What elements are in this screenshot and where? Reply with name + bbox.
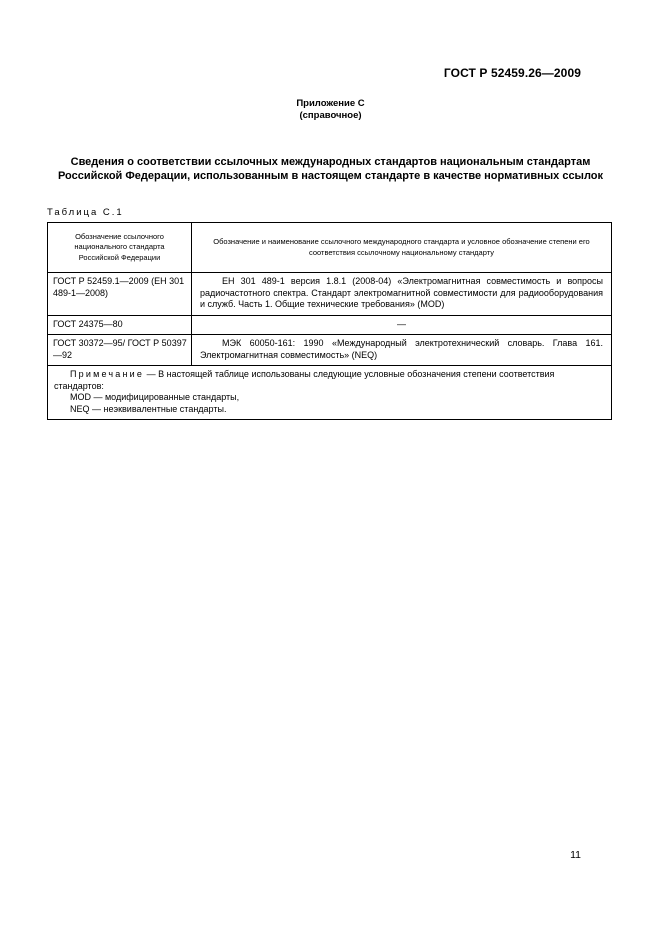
international-standard-text: МЭК 60050-161: 1990 «Международный электротехнический словарь. Глава 161. Электромагнитная совместимость» (NEQ)	[200, 338, 603, 360]
note-item-neq: NEQ — неэквивалентные стандарты.	[70, 403, 227, 414]
table-row	[48, 273, 612, 316]
note-item-mod: MOD — модифицированные стандарты,	[70, 392, 240, 402]
section-title: Сведения о соответствии ссылочных международных стандартов национальным стандартам Российской Федерации, использованным в настоящем стандарте в качестве нормативных ссылок	[57, 156, 604, 182]
international-standard-cell	[192, 273, 612, 316]
document-code: ГОСТ Р 52459.26—2009	[443, 66, 581, 80]
national-standard-cell: ГОСТ 24375—80	[48, 315, 192, 335]
standards-table	[47, 222, 612, 420]
note-intro	[54, 369, 605, 392]
table-row	[48, 335, 612, 366]
international-standard-cell: —	[192, 315, 612, 335]
international-standard-text: ЕН 301 489-1 версия 1.8.1 (2008-04) «Электромагнитная совместимость и вопросы радиочастотного спектра. Стандарт электромагнитной совместимости для радиооборудования и служб. Часть 1. Общие технические требования» (MOD)	[200, 276, 603, 309]
annex-title: Приложение С	[296, 98, 365, 109]
column-header-national: Обозначение ссылочного национального стандарта Российской Федерации	[48, 223, 192, 273]
annex-subtitle: (справочное)	[299, 110, 362, 121]
page-number: 11	[570, 849, 581, 861]
table-note	[48, 366, 612, 420]
table-header-row	[48, 223, 612, 273]
annex-heading	[0, 98, 661, 122]
note-label: Примечание	[70, 369, 145, 379]
national-standard-cell: ГОСТ 30372—95/ ГОСТ Р 50397—92	[48, 335, 192, 366]
table-caption: Таблица С.1	[47, 207, 124, 218]
national-standard-cell: ГОСТ Р 52459.1—2009 (ЕН 301 489-1—2008)	[48, 273, 192, 316]
column-header-international: Обозначение и наименование ссылочного международного стандарта и условное обозначение степени его соответствия ссылочному национальному стандарту	[192, 223, 612, 273]
table-note-row	[48, 366, 612, 420]
international-standard-cell	[192, 335, 612, 366]
note-text: — В настоящей таблице использованы следующие условные обозначения степени соответствия стандартов:	[54, 369, 555, 391]
table-row	[48, 315, 612, 335]
